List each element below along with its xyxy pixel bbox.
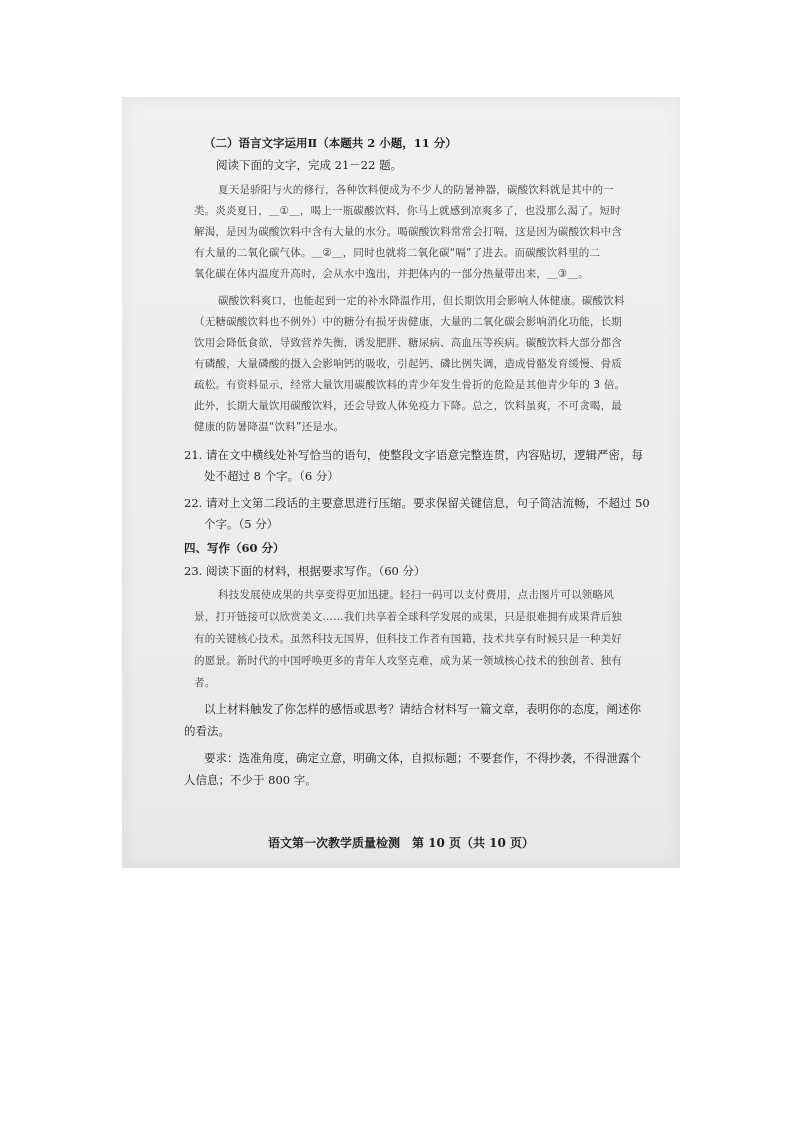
passage-line: 疏松。有资料显示，经常大量饮用碳酸饮料的青少年发生骨折的危险是其他青少年的 3 倍。 bbox=[194, 379, 626, 391]
passage-line: 碳酸饮料爽口，也能起到一定的补水降温作用，但长期饮用会影响人体健康。碳酸饮料 bbox=[218, 295, 625, 307]
question-21-line: 处不超过 8 个字。（6 分） bbox=[204, 469, 339, 483]
prompt-line: 以上材料触发了你怎样的感悟或思考？请结合材料写一篇文章，表明你的态度，阐述你 bbox=[204, 702, 641, 716]
question-23: 23. 阅读下面的材料，根据要求写作。（60 分） bbox=[184, 564, 426, 578]
instruction: 阅读下面的文字，完成 21－22 题。 bbox=[216, 158, 403, 172]
question-21-line: 21. 请在文中横线处补写恰当的语句，使整段文字语意完整连贯，内容贴切，逻辑严密，每 bbox=[184, 448, 643, 462]
passage-line: 解渴，是因为碳酸饮料中含有大量的水分。喝碳酸饮料常常会打嗝，这是因为碳酸饮料中含 bbox=[194, 226, 622, 238]
material-line: 的愿景。新时代的中国呼唤更多的青年人攻坚克难，成为某一领域核心技术的独创者、独有 bbox=[194, 655, 622, 667]
material-line: 景，打开链接可以欣赏美文……我们共享着全球科学发展的成果，只是很难拥有成果背后独 bbox=[194, 611, 622, 623]
writing-section-header: 四、写作（60 分） bbox=[184, 541, 285, 555]
prompt-line: 的看法。 bbox=[184, 724, 230, 738]
question-22-line: 个字。（5 分） bbox=[204, 517, 279, 531]
material-line: 有的关键核心技术。虽然科技无国界，但科技工作者有国籍，技术共享有时候只是一种美好 bbox=[194, 633, 622, 645]
page-footer: 语文第一次教学质量检测 第 10 页（共 10 页） bbox=[267, 836, 535, 850]
material-line: 者。 bbox=[194, 677, 216, 689]
passage-line: 夏天是骄阳与火的修行，各种饮料便成为不少人的防暑神器，碳酸饮料就是其中的一 bbox=[218, 184, 614, 196]
exam-page-scan bbox=[122, 97, 680, 868]
passage-line: 类。炎炎夏日，＿①＿，喝上一瓶碳酸饮料，你马上就感到凉爽多了，也没那么渴了。短时 bbox=[194, 205, 621, 217]
requirements-line: 要求：选准角度，确定立意，明确文体，自拟标题；不要套作，不得抄袭，不得泄露个 bbox=[204, 751, 641, 765]
passage-line: 此外，长期大量饮用碳酸饮料，还会导致人体免疫力下降。总之，饮料虽爽，不可贪喝，最 bbox=[194, 400, 622, 412]
passage-line: 饮用会降低食欲，导致营养失衡，诱发肥胖、糖尿病、高血压等疾病。碳酸饮料大部分都含 bbox=[194, 337, 622, 349]
passage-line: 健康的防暑降温“饮料”还是水。 bbox=[194, 421, 345, 433]
passage-line: （无糖碳酸饮料也不例外）中的糖分有损牙齿健康，大量的二氧化碳会影响消化功能，长期 bbox=[194, 316, 622, 328]
material-line: 科技发展使成果的共享变得更加迅捷。轻扫一码可以支付费用，点击图片可以领略风 bbox=[218, 589, 614, 601]
question-22-line: 22. 请对上文第二段话的主要意思进行压缩。要求保留关键信息，句子简洁流畅，不超过 50 bbox=[184, 496, 650, 510]
passage-line: 有大量的二氧化碳气体。＿②＿，同时也就将二氧化碳“嗝”了进去。而碳酸饮料里的二 bbox=[194, 247, 601, 259]
passage-line: 氧化碳在体内温度升高时，会从水中逸出，并把体内的一部分热量带出来，＿③＿。 bbox=[194, 268, 589, 280]
requirements-line: 人信息；不少于 800 字。 bbox=[184, 773, 317, 787]
section-header: （二）语言文字运用Ⅱ（本题共 2 小题，11 分） bbox=[204, 136, 457, 150]
passage-line: 有磷酸，大量磷酸的摄入会影响钙的吸收，引起钙、磷比例失调，造成骨骼发育缓慢、骨质 bbox=[194, 358, 622, 370]
